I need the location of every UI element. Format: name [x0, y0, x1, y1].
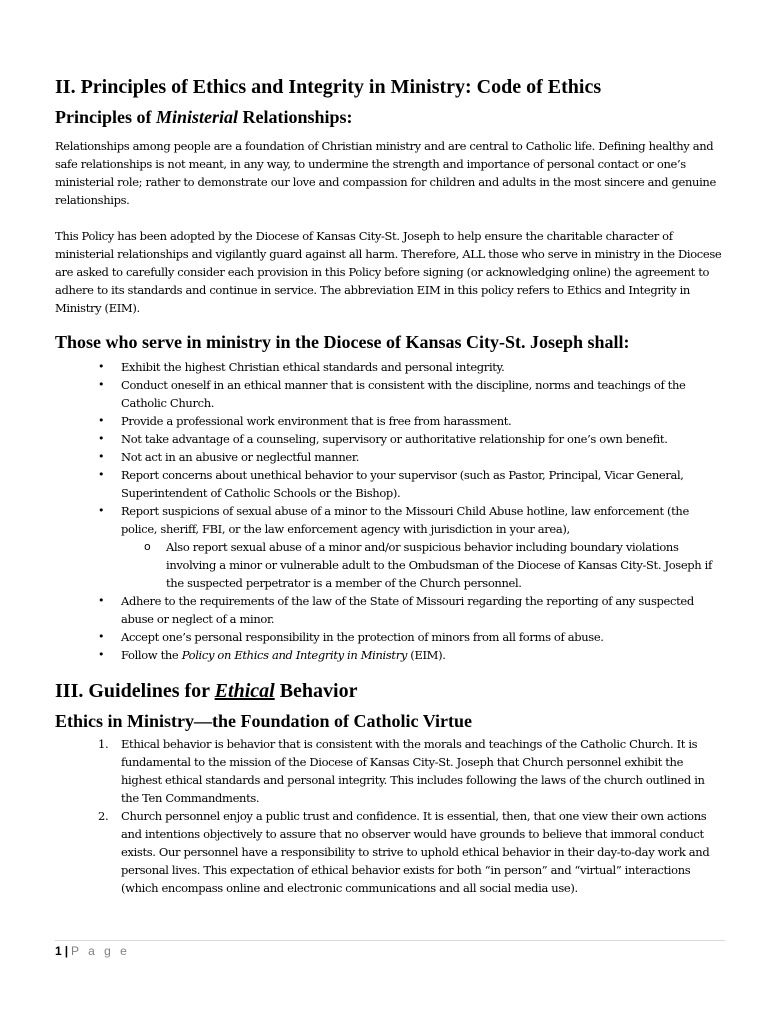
section-2-title: II. Principles of Ethics and Integrity in Ministry: Code of Ethics — [55, 76, 602, 98]
policy-title-emphasis: Policy on Ethics and Integrity in Ministry — [181, 648, 407, 662]
sub-list-item-text: Also report sexual abuse of a minor and/or suspicious behavior including boundary violations involving a minor or vulnerable adult to the Ombudsman of the Diocese of Kansas City-St. Joseph if the suspected perpetrator is a member of the Church personnel. — [166, 540, 712, 590]
list-item — [55, 628, 723, 646]
list-item-text-post: (EIM). — [407, 648, 446, 662]
bullet-glyph: • — [98, 648, 105, 661]
sub-list — [121, 538, 723, 592]
ethics-subheading: Ethics in Ministry—the Foundation of Catholic Virtue — [55, 711, 473, 731]
list-item-text: Conduct oneself in an ethical manner that is consistent with the discipline, norms and teachings of the Catholic Church. — [121, 378, 686, 410]
guidelines-list — [55, 735, 723, 897]
list-item — [55, 466, 723, 502]
principles-subheading — [55, 106, 723, 129]
principles-subheading-post: Relationships: — [238, 107, 353, 127]
list-item — [55, 592, 723, 628]
principles-subheading-emphasis: Ministerial — [156, 107, 239, 127]
list-item-text: Adhere to the requirements of the law of the State of Missouri regarding the reporting of any suspected abuse or neglect of a minor. — [121, 594, 694, 626]
shall-heading: Those who serve in ministry in the Diocese of Kansas City-St. Joseph shall: — [55, 332, 630, 352]
section-3-title-post: Behavior — [274, 680, 358, 702]
section-3-title — [55, 678, 723, 704]
list-item-text: Ethical behavior is behavior that is consistent with the morals and teachings of the Catholic Church. It is fundamental to the mission of the Diocese of Kansas City-St. Joseph that Church personnel exhibit the highest ethical standards and personal integrity. This includes following the laws of the church outlined in the Ten Commandments. — [121, 737, 705, 805]
list-item-number: 1. — [98, 737, 109, 751]
list-item-number: 2. — [98, 809, 109, 823]
page-number: 1 — [55, 944, 62, 958]
section-3-title-emphasis: Ethical — [214, 680, 275, 702]
list-item-text-pre: Follow the — [121, 648, 182, 662]
footer-separator: | — [64, 944, 69, 958]
list-item — [55, 735, 723, 807]
list-item — [55, 448, 723, 466]
list-item — [55, 430, 723, 448]
list-item — [55, 807, 723, 897]
list-item — [55, 376, 723, 412]
list-item-text: Not take advantage of a counseling, supervisory or authoritative relationship for one’s own benefit. — [121, 432, 668, 446]
list-item-text: Accept one’s personal responsibility in the protection of minors from all forms of abuse. — [121, 630, 604, 644]
sub-bullet-glyph: o — [144, 540, 151, 553]
list-item-text: Not act in an abusive or neglectful manner. — [121, 450, 360, 464]
sub-list-item — [121, 538, 723, 592]
principles-subheading-pre: Principles of — [55, 107, 156, 127]
footer-divider — [55, 940, 725, 941]
list-item — [55, 646, 723, 664]
bullet-glyph: • — [98, 594, 105, 607]
bullet-glyph: • — [98, 360, 105, 373]
list-item-text: Report suspicions of sexual abuse of a minor to the Missouri Child Abuse hotline, law enforcement (the police, sheriff, FBI, or the law enforcement agency with jurisdiction in your area), — [121, 504, 689, 536]
list-item — [55, 412, 723, 430]
list-item-text: Church personnel enjoy a public trust and confidence. It is essential, then, that one view their own actions and intentions objectively to assure that no observer would have grounds to believe that immoral conduct exists. Our personnel have a responsibility to strive to uphold ethical behavior in their day-to-day work and personal lives. This expectation of ethical behavior exists for both “in person” and “virtual” interactions (which encompass online and electronic communications and all social media use). — [121, 809, 710, 895]
bullet-glyph: • — [98, 378, 105, 391]
bullet-glyph: • — [98, 504, 105, 517]
section-3-title-pre: III. Guidelines for — [55, 680, 215, 702]
bullet-glyph: • — [98, 630, 105, 643]
policy-paragraph: This Policy has been adopted by the Diocese of Kansas City-St. Joseph to help ensure the charitable character of ministerial relationships and vigilantly guard against all harm. Therefore, ALL those who serve in ministry in the Diocese are asked to carefully consider each provision in this Policy before signing (or acknowledging online) the agreement to adhere to its standards and continue in service. The abbreviation EIM in this policy refers to Ethics and Integrity in Ministry (EIM). — [55, 229, 722, 315]
bullet-glyph: • — [98, 450, 105, 463]
page-label: P a g e — [71, 944, 130, 958]
relationships-paragraph: Relationships among people are a foundation of Christian ministry and are central to Catholic life. Defining healthy and safe relationships is not meant, in any way, to undermine the strength and importance of personal contact or one’s ministerial role; rather to demonstrate our love and compassion for children and adults in the most sincere and genuine relationships. — [55, 139, 716, 207]
list-item-text: Exhibit the highest Christian ethical standards and personal integrity. — [121, 360, 505, 374]
page-footer — [55, 944, 130, 958]
list-item-text: Report concerns about unethical behavior to your supervisor (such as Pastor, Principal, Vicar General, Superintendent of Catholic Schools or the Bishop). — [121, 468, 684, 500]
document-body — [55, 74, 723, 897]
bullet-glyph: • — [98, 432, 105, 445]
bullet-glyph: • — [98, 414, 105, 427]
list-item — [55, 358, 723, 376]
list-item — [55, 502, 723, 592]
list-item-text: Provide a professional work environment that is free from harassment. — [121, 414, 512, 428]
shall-list — [55, 358, 723, 664]
bullet-glyph: • — [98, 468, 105, 481]
